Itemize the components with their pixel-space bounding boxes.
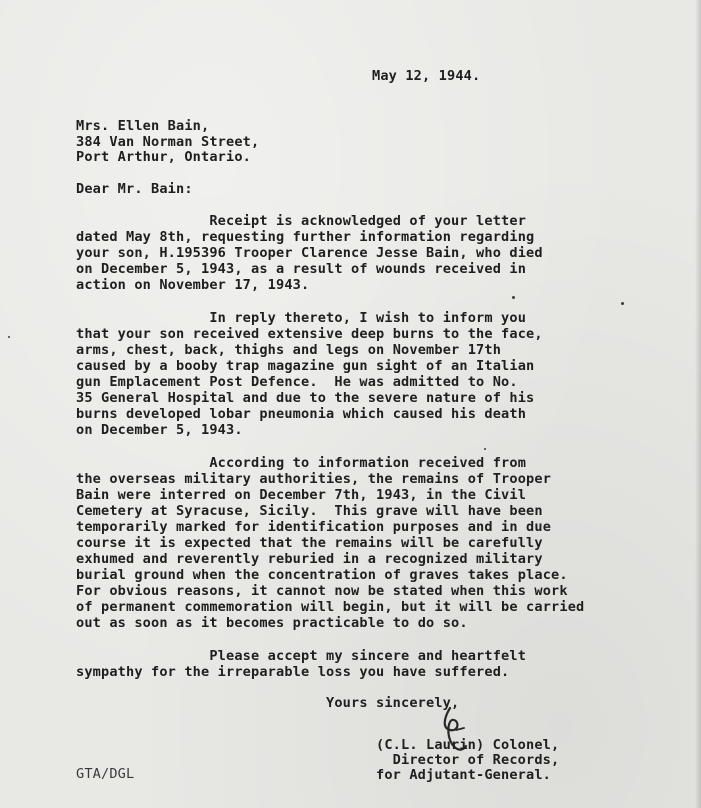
paragraph-4-line: sympathy for the irreparable loss you have suffered. [76, 664, 510, 680]
paper-speck [621, 302, 624, 305]
signature-name-line: (C.L. Laurin) Colonel, [376, 737, 560, 753]
paragraph-3-line: the overseas military authorities, the remains of Trooper [76, 471, 552, 487]
paragraph-2-line: gun Emplacement Post Defence. He was admitted to No. [76, 374, 518, 390]
paragraph-3-line: Cemetery at Syracuse, Sicily. This grave will have been [76, 503, 543, 519]
paragraph-3-line: of permanent commemoration will begin, but it will be carried [76, 599, 585, 615]
paragraph-2-line: arms, chest, back, thighs and legs on November 17th [76, 342, 502, 358]
paragraph-3-line: temporarily marked for identification purposes and in due [76, 519, 552, 535]
paragraph-1-line: Receipt is acknowledged of your letter [76, 213, 527, 229]
paragraph-2-line: caused by a booby trap magazine gun sight of an Italian [76, 358, 535, 374]
closing: Yours sincerely, [326, 695, 460, 711]
paragraph-2-line: In reply thereto, I wish to inform you [76, 310, 527, 326]
letter-date: May 12, 1944. [372, 68, 481, 84]
paragraph-1-line: on December 5, 1943, as a result of wounds received in [76, 261, 527, 277]
recipient-name: Mrs. Ellen Bain, [76, 118, 210, 134]
paragraph-3-line: exhumed and reverently reburied in a recognized military [76, 551, 543, 567]
paragraph-1-line: your son, H.195396 Trooper Clarence Jesse Bain, who died [76, 245, 543, 261]
signature-title-line: Director of Records, [376, 752, 560, 768]
paragraph-1-line: dated May 8th, requesting further information regarding [76, 229, 535, 245]
paper-speck [484, 448, 486, 450]
paragraph-4-line: Please accept my sincere and heartfelt [76, 648, 527, 664]
paragraph-3-line: According to information received from [76, 455, 527, 471]
paper-speck [512, 296, 515, 299]
paragraph-2-line: burns developed lobar pneumonia which caused his death [76, 406, 527, 422]
paragraph-3-line: For obvious reasons, it cannot now be stated when this work [76, 583, 568, 599]
reference-initials: GTA/DGL [76, 766, 135, 782]
paragraph-2-line: 35 General Hospital and due to the severe nature of his [76, 390, 535, 406]
paper-speck [8, 336, 10, 338]
salutation: Dear Mr. Bain: [76, 181, 193, 197]
recipient-city: Port Arthur, Ontario. [76, 149, 252, 165]
paragraph-2-line: on December 5, 1943. [76, 422, 243, 438]
paragraph-3-line: Bain were interred on December 7th, 1943, in the Civil [76, 487, 527, 503]
signature-office-line: for Adjutant-General. [376, 767, 552, 783]
paragraph-3-line: course it is expected that the remains will be carefully [76, 535, 543, 551]
recipient-street: 384 Van Norman Street, [76, 134, 260, 150]
page-edge-shadow [695, 0, 701, 808]
paragraph-3-line: out as soon as it becomes practicable to do so. [76, 615, 468, 631]
paragraph-1-line: action on November 17, 1943. [76, 277, 310, 293]
paragraph-3-line: burial ground when the concentration of graves takes place. [76, 567, 568, 583]
paragraph-2-line: that your son received extensive deep burns to the face, [76, 326, 543, 342]
